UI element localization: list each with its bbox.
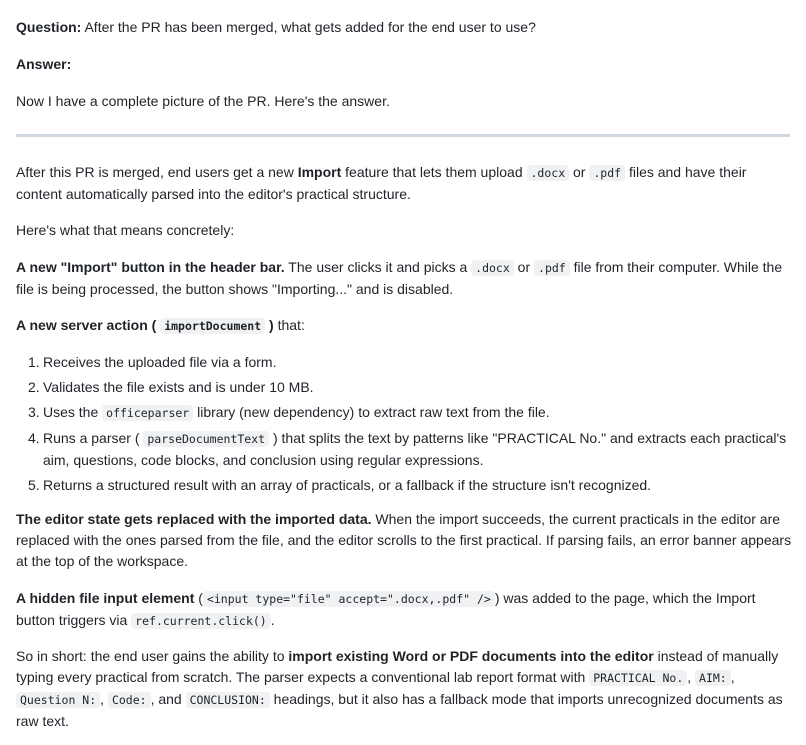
inline-code: Code: — [108, 692, 151, 708]
paragraph-server-action — [16, 315, 792, 337]
inline-code: .pdf — [534, 260, 570, 276]
bold-text: Import — [297, 164, 342, 180]
paragraph-concretely: Here's what that means concretely: — [16, 222, 235, 238]
text: ) was added to the page, which the Import button triggers via — [16, 590, 756, 628]
text: instead of manually typing every practical from scratch. The parser expects a conventional lab report format with — [16, 648, 779, 685]
bold-text: A new server action ( — [16, 317, 157, 333]
list-number: 4. — [28, 430, 40, 446]
inline-code: AIM: — [695, 670, 731, 686]
text: Runs a parser ( — [43, 430, 140, 446]
list-item — [16, 377, 792, 398]
text: The user clicks it and picks a — [284, 259, 472, 275]
list-item — [16, 428, 792, 471]
text: , — [100, 691, 108, 707]
text: , and — [150, 691, 186, 707]
inline-code: ref.current.click() — [131, 613, 271, 629]
bold-text: A hidden file input element — [16, 590, 195, 606]
text: Uses the — [43, 404, 103, 420]
text: . — [270, 612, 275, 628]
text: ) that splits the text by patterns like "PRACTICAL No." and extracts each practical's aim, questions, code blocks, and conclusion using regular expressions. — [43, 430, 787, 468]
paragraph-editor-state — [16, 509, 792, 572]
answer-intro: Now I have a complete picture of the PR. Here's the answer. — [16, 93, 390, 109]
inline-code: PRACTICAL No. — [589, 670, 687, 686]
list-item — [16, 402, 792, 424]
inline-code: .pdf — [589, 165, 625, 181]
bold-text: A new "Import" button in the header bar. — [16, 259, 285, 275]
text: file from their computer. While the file is being processed, the button shows "Importing..." and is disabled. — [16, 259, 783, 297]
list-number: 2. — [28, 379, 40, 395]
list-number: 3. — [28, 404, 40, 420]
paragraph-summary — [16, 162, 792, 205]
text: Returns a structured result with an array of practicals, or a fallback if the structure isn't recognized. — [43, 477, 652, 493]
text: , — [687, 669, 696, 685]
text: library (new dependency) to extract raw text from the file. — [193, 404, 550, 420]
paragraph-import-button — [16, 257, 792, 300]
text: When the import succeeds, the current practicals in the editor are replaced with the ones parsed from the file, and the editor scrolls to the first practical. If parsing fails, an error banner appears at the top of the workspace. — [16, 511, 792, 569]
divider — [16, 134, 790, 137]
text: ( — [194, 590, 203, 606]
text: that: — [273, 317, 305, 333]
text: Receives the uploaded file via a form. — [43, 354, 277, 370]
inline-code: importDocument — [160, 318, 265, 334]
list-item — [16, 352, 792, 373]
bold-text: import existing Word or PDF documents into the editor — [288, 648, 654, 664]
inline-code: officeparser — [102, 405, 193, 421]
question-text: After the PR has been merged, what gets added for the end user to use? — [81, 19, 536, 35]
list-item — [16, 475, 792, 496]
inline-code: parseDocumentText — [143, 431, 269, 447]
inline-code: <input type="file" accept=".docx,.pdf" /> — [203, 591, 495, 607]
steps-list — [16, 352, 792, 496]
text: or — [569, 164, 590, 180]
bold-text: ) — [269, 317, 274, 333]
bold-text: The editor state gets replaced with the imported data. — [16, 511, 372, 527]
inline-code: .docx — [471, 260, 514, 276]
text: headings, but it also has a fallback mode that imports unrecognized documents as raw text. — [16, 691, 783, 729]
answer-label: Answer: — [16, 56, 72, 72]
inline-code: .docx — [527, 165, 570, 181]
text: or — [513, 259, 535, 275]
text: files and have their content automatically parsed into the editor's practical structure. — [16, 164, 747, 202]
list-number: 5. — [28, 477, 40, 493]
question-label: Question: — [16, 19, 82, 35]
text: So in short: the end user gains the ability to — [16, 648, 289, 664]
text: , — [730, 669, 735, 685]
paragraph-summary-short — [16, 646, 792, 732]
question-line — [16, 17, 536, 38]
text: After this PR is merged, end users get a new — [16, 164, 298, 180]
inline-code: Question N: — [16, 692, 100, 708]
inline-code: CONCLUSION: — [186, 692, 270, 708]
paragraph-file-input — [16, 588, 792, 632]
list-number: 1. — [28, 354, 40, 370]
text: feature that lets them upload — [341, 164, 527, 180]
text: Validates the file exists and is under 10 MB. — [43, 379, 314, 395]
